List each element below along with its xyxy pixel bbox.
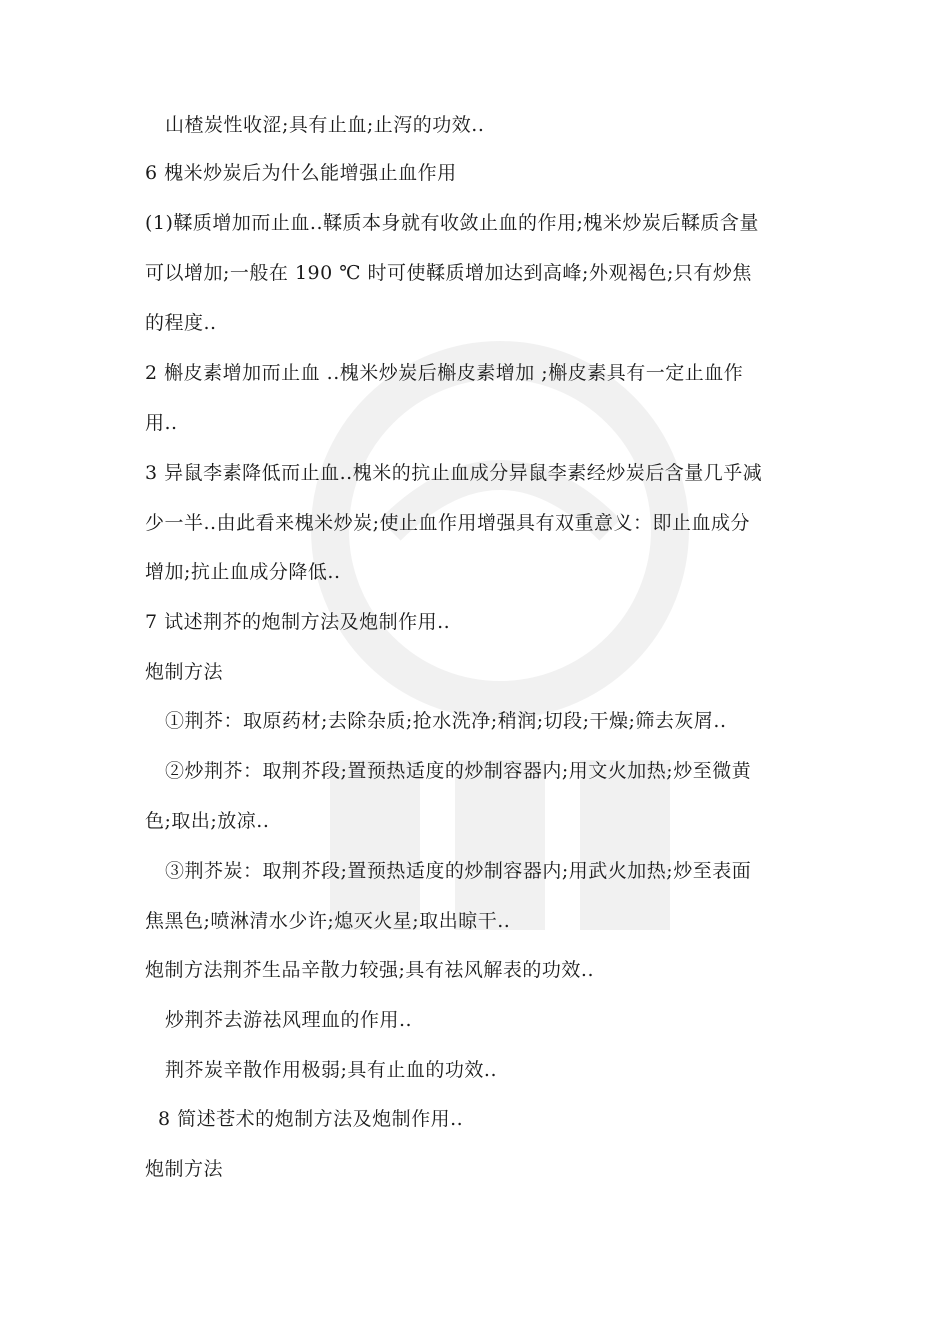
text-line: 用.. — [145, 412, 178, 434]
subheading: 炮制方法 — [145, 661, 224, 683]
text-line: 色;取出;放凉.. — [145, 810, 270, 832]
text-line: (1)鞣质增加而止血..鞣质本身就有收敛止血的作用;槐米炒炭后鞣质含量 — [145, 212, 759, 234]
section-heading: 6 槐米炒炭后为什么能增强止血作用 — [145, 162, 457, 184]
list-item: ③荆芥炭：取荆芥段;置预热适度的炒制容器内;用武火加热;炒至表面 — [165, 860, 752, 882]
text-line: 山楂炭性收涩;具有止血;止泻的功效.. — [165, 114, 485, 136]
text-line: 焦黑色;喷淋清水少许;熄灭火星;取出晾干.. — [145, 910, 511, 932]
text-line: 2 槲皮素增加而止血 ..槐米炒炭后槲皮素增加 ;槲皮素具有一定止血作 — [145, 362, 744, 384]
list-item: ①荆芥：取原药材;去除杂质;抢水洗净;稍润;切段;干燥;筛去灰屑.. — [165, 710, 727, 732]
section-heading: 7 试述荆芥的炮制方法及炮制作用.. — [145, 611, 451, 633]
text-line: 的程度.. — [145, 312, 217, 334]
text-line: 荆芥炭辛散作用极弱;具有止血的功效.. — [165, 1059, 497, 1081]
watermark-logo — [240, 330, 760, 950]
text-line: 增加;抗止血成分降低.. — [145, 561, 341, 583]
subheading: 炮制方法 — [145, 1158, 224, 1180]
section-heading: 8 简述苍术的炮制方法及炮制作用.. — [158, 1108, 464, 1130]
text-line: 炒荆芥去游祛风理血的作用.. — [165, 1009, 413, 1031]
text-line: 少一半..由此看来槐米炒炭;使止血作用增强具有双重意义：即止血成分 — [145, 512, 750, 534]
text-line: 可以增加;一般在 190 ℃ 时可使鞣质增加达到高峰;外观褐色;只有炒焦 — [145, 262, 752, 284]
text-line: 3 异鼠李素降低而止血..槐米的抗止血成分异鼠李素经炒炭后含量几乎减 — [145, 462, 763, 484]
list-item: ②炒荆芥：取荆芥段;置预热适度的炒制容器内;用文火加热;炒至微黄 — [165, 760, 752, 782]
text-line: 炮制方法荆芥生品辛散力较强;具有祛风解表的功效.. — [145, 959, 594, 981]
